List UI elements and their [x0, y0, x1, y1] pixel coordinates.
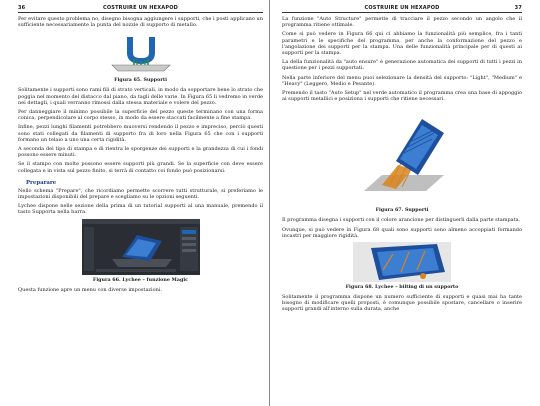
left-page-number: 36 — [18, 5, 26, 11]
lychee-editing-support-figure — [353, 242, 451, 282]
supports-figure — [106, 31, 176, 75]
left-para-5: A seconda del tipo di stampa e di rientra le sporgenze dei supporti e la grandezza di cui i fondi possono essere minuti. — [18, 146, 263, 159]
figure-66-caption: Figura 66. Lychee – funzione Magic — [92, 276, 189, 283]
right-para-4: Nella parte inferiore del menu puoi selezionare la densità del supporto: "Light", "Medium" e "Heavy" (Leggero, Medio e Pesante). — [282, 74, 522, 87]
right-para-5: Premendo il tasto "Auto Setup" nel verde automatico il programma crea una base di appoggio ai supporti metallici e posiziona i supporti che ritiene necessari. — [282, 90, 522, 103]
left-para-3: Per danneggiare il minimo possibile la superficie del pezzo queste terminano con una forma conica, perpendicolare al corpo stesso, in modo da essere staccati facilmente a fine stampa. — [18, 109, 263, 122]
left-running-title: COSTRUIRE UN HEXAPOD — [102, 5, 179, 11]
right-page — [270, 0, 540, 406]
left-para-6: Se il stampo con molte possono essere supporti più grandi. Se la superficie con deve essere collegata e in vista sul pezzo finito, si terrà di contatto coi fondo può posizionarsi. — [18, 161, 263, 174]
supports-render-figure — [352, 105, 452, 205]
right-para-1: La funzione "Auto Structure" permette di tracciare il pezzo secondo un angolo che il programma ritiene ottimale. — [282, 16, 522, 29]
section-heading-prepare: Preparare — [26, 179, 57, 186]
left-para-7: Nello schema "Prepare", che ricordiamo permette scorrere tutti strutturale, si preferiamo le impostazioni disponibili del prepare e scegliamo su le opzioni seguenti. — [18, 187, 263, 201]
right-para-3: La della funzionalità da "auto ensure" è generazione automatica dei supporti di tutti i pezzi in questione per i pezzi supportati. — [282, 59, 522, 72]
left-para-8: Lychee dispone nelle sezione della prima di un tutorial supporti al una manuale, premendo il tasto Supporta nella barra. — [18, 203, 263, 216]
figure-67-caption: Figura 67. Supporti — [375, 207, 429, 214]
left-para-4: Infine, pezzi lunghi filamenti potrebbero muoversi rendendo il pezzo e impreciso, perciò questi sono stati collegati da filamenti di supporto fra di loro nella Figura 65 che con i supporti formano un telaio a uno una certa rigidità. — [18, 124, 263, 143]
right-page-number: 37 — [514, 5, 522, 11]
right-para-7: Ovunque, si può vedere in Figura 68 quali sono supporti sono almeno accoppiati formando incastri per maggiore rigidità. — [282, 226, 522, 239]
right-running-title: COSTRUIRE UN HEXAPOD — [364, 5, 440, 11]
left-para-2: Solitamente i supporti sono rami fili di strato verticali, in modo da sopportare bene lo strato che poggia nel momento del distacco dal piano, da tagli delle varie. In Figura 65 li vedremo in verde nei dettagli, i quali verranno rimossi dalla stessa materiale e volere del pezzo. — [18, 87, 263, 106]
left-page-header — [18, 5, 263, 13]
lychee-magic-screenshot — [82, 219, 200, 275]
left-para-1: Per evitare questo problema no, disegno bisogna aggiungere i supporti, che i posti applicano un sufficiente necessariamente la punta del nozzle di supporto di metallo. — [18, 16, 263, 29]
figure-65-caption: Figura 65. Supporti — [114, 77, 167, 84]
figure-68-caption: Figura 68. Lychee – bilting di un supporto — [345, 284, 459, 291]
right-para-6: Il programma disegna i supporti con il colore arancione per distinguerli dalla parte stampata. — [282, 217, 521, 224]
left-para-9: Questa funzione apre un menu con diverse impostazioni. — [18, 286, 163, 293]
right-page-header — [282, 5, 522, 13]
right-para-2: Come si può vedere in Figura 66 qui ci abbiamo la funzionalità più semplice, fra i tanti parametri e le specifiche del programma, per anche la conformazione del pezzo e l'angolazione dei supporti per la stampa. Una delle funzionalità principale per di questi ai supporti per la stampa. — [282, 31, 522, 57]
right-para-8: Solitamente il programma dispone un numero sufficiente di supporti e quasi mai ha tante bisogno di modificare quelli proposti, è comunque possibile spostare, cancellare o inserire supporti grandi all'interno sulla durata, anche — [282, 294, 522, 313]
